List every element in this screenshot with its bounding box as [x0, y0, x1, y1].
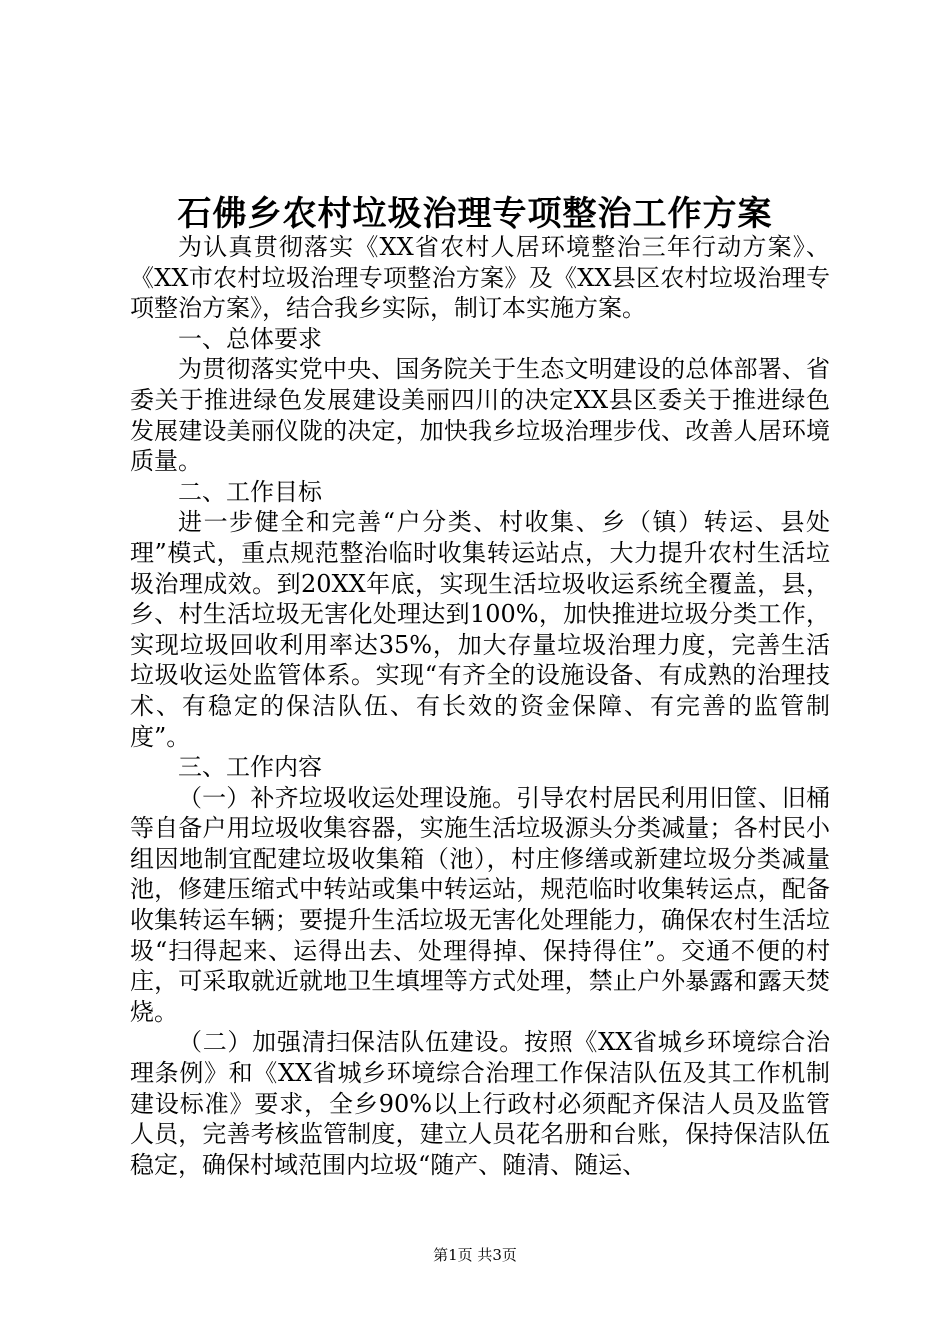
work-content-item-2: （二）加强清扫保洁队伍建设。按照《XX省城乡环境综合治理条例》和《XX省城乡环境综合治理工作保洁队伍及其工作机制建设标准》要求，全乡90%以上行政村必须配齐保洁人员及监管人员，完善考核监管制度，建立人员花名册和台账，保持保洁队伍稳定，确保村域范围内垃圾“随产、随清、随运、: [130, 1028, 830, 1179]
section-heading-work-goals: 二、工作目标: [178, 477, 322, 506]
work-content-item-1: （一）补齐垃圾收运处理设施。引导农村居民利用旧筐、旧桶等自备户用垃圾收集容器，实施生活垃圾源头分类减量；各村民小组因地制宜配建垃圾收集箱（池），村庄修缮或新建垃圾分类减量池，修建压缩式中转站或集中转运站，规范临时收集转运点，配备收集转运车辆；要提升生活垃圾无害化处理能力，确保农村生活垃圾“扫得起来、运得出去、处理得掉、保持得住”。交通不便的村庄，可采取就近就地卫生填埋等方式处理，禁止户外暴露和露天焚烧。: [130, 783, 830, 1026]
section-heading-work-content: 三、工作内容: [178, 753, 322, 782]
work-goals-paragraph: 进一步健全和完善“户分类、村收集、乡（镇）转运、县处理”模式，重点规范整治临时收集转运站点，大力提升农村生活垃圾治理成效。到20XX年底，实现生活垃圾收运系统全覆盖，县，乡、村生活垃圾无害化处理达到100%，加快推进垃圾分类工作，实现垃圾回收利用率达35%，加大存量垃圾治理力度，完善生活垃圾收运处监管体系。实现“有齐全的设施设备、有成熟的治理技术、有稳定的保洁队伍、有长效的资金保障、有完善的监管制度”。: [130, 508, 830, 751]
general-requirements-paragraph: 为贯彻落实党中央、国务院关于生态文明建设的总体部署、省委关于推进绿色发展建设美丽四川的决定XX县区委关于推进绿色发展建设美丽仪陇的决定，加快我乡垃圾治理步伐、改善人居环境质量。: [130, 355, 830, 476]
page-footer: 第1页 共3页: [433, 1246, 517, 1264]
section-heading-general-requirements: 一、总体要求: [178, 324, 322, 353]
intro-paragraph: 为认真贯彻落实《XX省农村人居环境整治三年行动方案》、《XX市农村垃圾治理专项整治方案》及《XX县区农村垃圾治理专项整治方案》，结合我乡实际，制订本实施方案。: [130, 233, 830, 323]
document-body: [130, 232, 830, 1180]
document-title: 石佛乡农村垃圾治理专项整治工作方案: [177, 194, 773, 234]
